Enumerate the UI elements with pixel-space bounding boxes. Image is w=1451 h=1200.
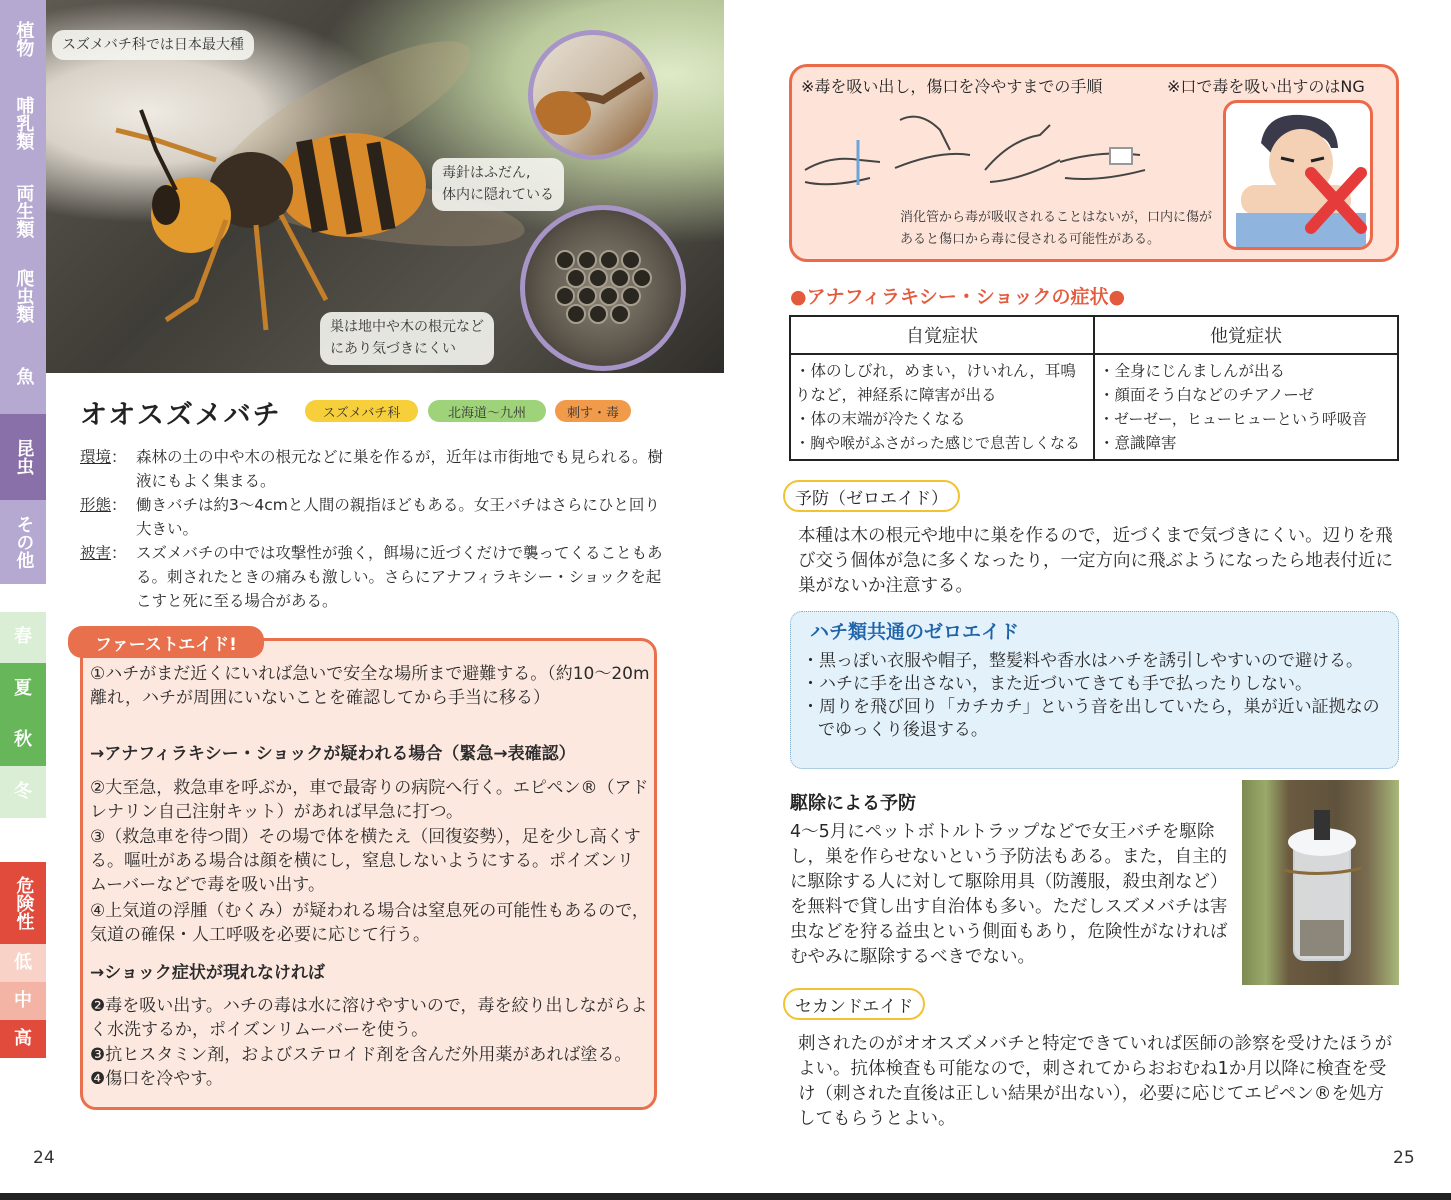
bottle-trap-illustration xyxy=(1242,780,1399,985)
tab-label: その他 xyxy=(13,515,35,569)
list-item: ・黒っぽい衣服や帽子，整髪料や香水はハチを誘引しやすいので避ける。 xyxy=(802,651,1363,671)
second-aid-text: 刺されたのがオオスズメバチと特定できていれば医師の診察を受けたほうがよい。抗体検査も可能なので，刺されてからおおむね1か月以降に検査を受け（刺された直後は正しい結果が出ない），必要に応じてエピペン®を処方してもらうとよい。 xyxy=(798,1034,1393,1129)
self-symptoms-cell xyxy=(790,354,1094,460)
tab-label: 低 xyxy=(14,951,32,973)
table-header: 他覚症状 xyxy=(1094,316,1398,354)
badge-hazard: 刺す・毒 xyxy=(555,400,631,422)
tab-reptiles[interactable] xyxy=(0,254,46,338)
stinger-closeup-image xyxy=(528,30,658,160)
tab-label: 爬虫類 xyxy=(13,269,35,323)
bottom-border xyxy=(0,1193,1451,1200)
detail-form xyxy=(80,493,665,541)
tab-amphibians[interactable] xyxy=(0,168,46,254)
first-aid-step-1: ①ハチがまだ近くにいれば急いで安全な場所まで避難する。（約10〜20m離れ，ハチが周囲にいないことを確認してから手当に移る） xyxy=(90,664,650,708)
page-number-left: 24 xyxy=(33,1148,55,1168)
zero-aid-list xyxy=(802,650,1394,742)
caption-line: 毒針はふだん, xyxy=(442,165,531,181)
danger-level-low xyxy=(0,944,46,982)
stinger-illustration xyxy=(533,35,653,155)
symptom-item: ・体の末端が冷たくなる xyxy=(795,410,966,428)
honeycomb-illustration xyxy=(525,210,681,366)
anaphylaxis-table xyxy=(789,315,1399,461)
photo-caption-nest xyxy=(320,312,494,365)
procedure-note: 消化管から毒が吸収されることはないが，口内に傷があると傷口から毒に侵される可能性がある。 xyxy=(900,210,1213,247)
prevention-label: 予防（ゼロエイド） xyxy=(783,480,960,512)
first-aid-bullet-2: ❷毒を吸い出す。ハチの毒は水に溶けやすいので，毒を絞り出しながらよく水洗するか，ポイズンリムーバーを使う。 xyxy=(90,996,648,1040)
tab-label: 危険性 xyxy=(13,876,35,930)
tab-label: 魚 xyxy=(13,367,35,385)
caption-line: 巣は地中や木の根元など xyxy=(330,319,484,335)
symptom-item: ・全身にじんましんが出る xyxy=(1099,362,1286,380)
danger-level-mid xyxy=(0,982,46,1020)
species-title: オオスズメバチ xyxy=(80,400,282,431)
symptom-item: ・体のしびれ，めまい，けいれん，耳鳴りなど，神経系に障害が出る xyxy=(795,362,1076,404)
ng-illustration xyxy=(1223,100,1373,250)
first-aid-step-2: ②大至急，救急車を呼ぶか，車で最寄りの病院へ行く。エピペン®（アドレナリン自己注射キット）があれば早急に打つ。 xyxy=(90,778,649,822)
tab-label: 冬 xyxy=(14,780,32,802)
detail-damage xyxy=(80,541,665,613)
extermination-text: 4〜5月にペットボトルトラップなどで女王バチを駆除し，巣を作らせないという予防法もある。また，自主的に駆除する人に対して駆除用具（防護服，殺虫剤など）を無料で貸し出す自治体も多い。ただしスズメバチは害虫などを狩る益虫という側面もあり，危険性がなければむやみに駆除するべきでない。 xyxy=(790,822,1228,967)
tab-fish[interactable] xyxy=(0,338,46,414)
tab-label: 秋 xyxy=(14,729,32,751)
first-aid-heading-no-shock: →ショック症状が現れなければ xyxy=(90,963,325,983)
symptom-item: ・胸や喉がふさがった感じで息苦しくなる xyxy=(795,434,1081,452)
caption-line: 体内に隠れている xyxy=(442,187,554,204)
first-aid-step-3: ③（救急車を待つ間）その場で体を横たえ（回復姿勢），足を少し高くする。嘔吐がある場合は顔を横にし，窒息しないようにする。ポイズンリムーバーなどで毒を吸い出す。 xyxy=(90,827,641,895)
first-aid-heading-anaphylaxis: →アナフィラキシー・ショックが疑われる場合（緊急→表確認） xyxy=(90,744,576,764)
tab-autumn[interactable] xyxy=(0,715,46,766)
tab-label: 哺乳類 xyxy=(13,96,35,150)
list-item: ・ハチに手を出さない，また近づいてきても手で払ったりしない。 xyxy=(802,674,1312,694)
tab-insects[interactable] xyxy=(0,414,46,500)
detail-desc: 森林の土の中や木の根元などに巣を作るが，近年は市街地でも見られる。樹液にもよく集まる。 xyxy=(136,448,664,490)
ng-person-illustration xyxy=(1226,103,1370,247)
prevention-text: 本種は木の根元や地中に巣を作るので，近づくまで気づきにくい。辺りを飛び交う個体が急に多くなったり，一定方向に飛ぶようになったら地表付近に巣がないか注意する。 xyxy=(798,526,1393,596)
tab-label: 夏 xyxy=(14,677,32,699)
tab-other[interactable] xyxy=(0,500,46,584)
species-details xyxy=(80,445,665,613)
photo-caption-top: スズメバチ科では日本最大種 xyxy=(52,30,254,60)
extermination-title: 駆除による予防 xyxy=(790,793,916,814)
bottle-trap-photo xyxy=(1242,780,1399,985)
danger-level-header xyxy=(0,862,46,944)
tab-mammals[interactable] xyxy=(0,78,46,168)
nest-closeup-image xyxy=(520,205,686,371)
ng-title: ※口で毒を吸い出すのはNG xyxy=(1167,77,1365,96)
other-symptoms-cell xyxy=(1094,354,1398,460)
procedure-title: ※毒を吸い出し，傷口を冷やすまでの手順 xyxy=(801,77,1103,96)
detail-term: 被害： xyxy=(80,544,127,562)
detail-term: 環境： xyxy=(80,448,127,466)
tab-plants[interactable] xyxy=(0,0,46,78)
zero-aid-title: ハチ類共通のゼロエイド xyxy=(810,621,1020,643)
first-aid-tab: ファーストエイド! xyxy=(68,626,264,658)
list-item: ・周りを飛び回り「カチカチ」という音を出していたら，巣が近い証拠なのでゆっくり後退する。 xyxy=(802,697,1380,740)
procedure-illustration xyxy=(800,100,1180,200)
detail-desc: 働きバチは約3〜4cmと人間の親指ほどもある。女王バチはさらにひと回り大きい。 xyxy=(136,496,660,538)
anaphylaxis-title: ●アナフィラキシー・ショックの症状● xyxy=(790,286,1126,308)
table-header: 自覚症状 xyxy=(790,316,1094,354)
second-aid-label: セカンドエイド xyxy=(783,988,925,1020)
badge-family: スズメバチ科 xyxy=(305,400,418,422)
tab-summer[interactable] xyxy=(0,663,46,715)
detail-habitat xyxy=(80,445,665,493)
symptom-item: ・ゼーゼー，ヒューヒューという呼吸音 xyxy=(1099,410,1367,428)
tab-label: 中 xyxy=(14,989,32,1011)
danger-level-high xyxy=(0,1020,46,1058)
page-number-right: 25 xyxy=(1393,1148,1415,1168)
tab-spring[interactable] xyxy=(0,612,46,663)
first-aid-bullet-4: ❹傷口を冷やす。 xyxy=(90,1069,223,1089)
caption-line: にあり気づきにくい xyxy=(330,341,456,358)
symptom-item: ・意識障害 xyxy=(1099,434,1177,452)
tab-label: 植物 xyxy=(13,21,35,57)
detail-desc: スズメバチの中では攻撃性が強く，餌場に近づくだけで襲ってくることもある。刺されたときの痛みも激しい。さらにアナフィラキシー・ショックを起こすと死に至る場合がある。 xyxy=(136,544,663,610)
tab-label: 春 xyxy=(14,626,32,648)
first-aid-bullet-3: ❸抗ヒスタミン剤，およびステロイド剤を含んだ外用薬があれば塗る。 xyxy=(90,1045,632,1065)
tab-label: 昆虫 xyxy=(13,439,35,475)
symptom-item: ・顔面そう白などのチアノーゼ xyxy=(1099,386,1314,404)
tab-winter[interactable] xyxy=(0,766,46,818)
detail-term: 形態： xyxy=(80,496,127,514)
tab-label: 両生類 xyxy=(13,184,35,238)
photo-caption-stinger xyxy=(432,158,564,211)
first-aid-step-4: ④上気道の浮腫（むくみ）が疑われる場合は窒息死の可能性もあるので，気道の確保・人工呼吸を必要に応じて行う。 xyxy=(90,901,649,945)
badge-distribution: 北海道〜九州 xyxy=(428,400,546,422)
tab-label: 高 xyxy=(14,1027,32,1049)
